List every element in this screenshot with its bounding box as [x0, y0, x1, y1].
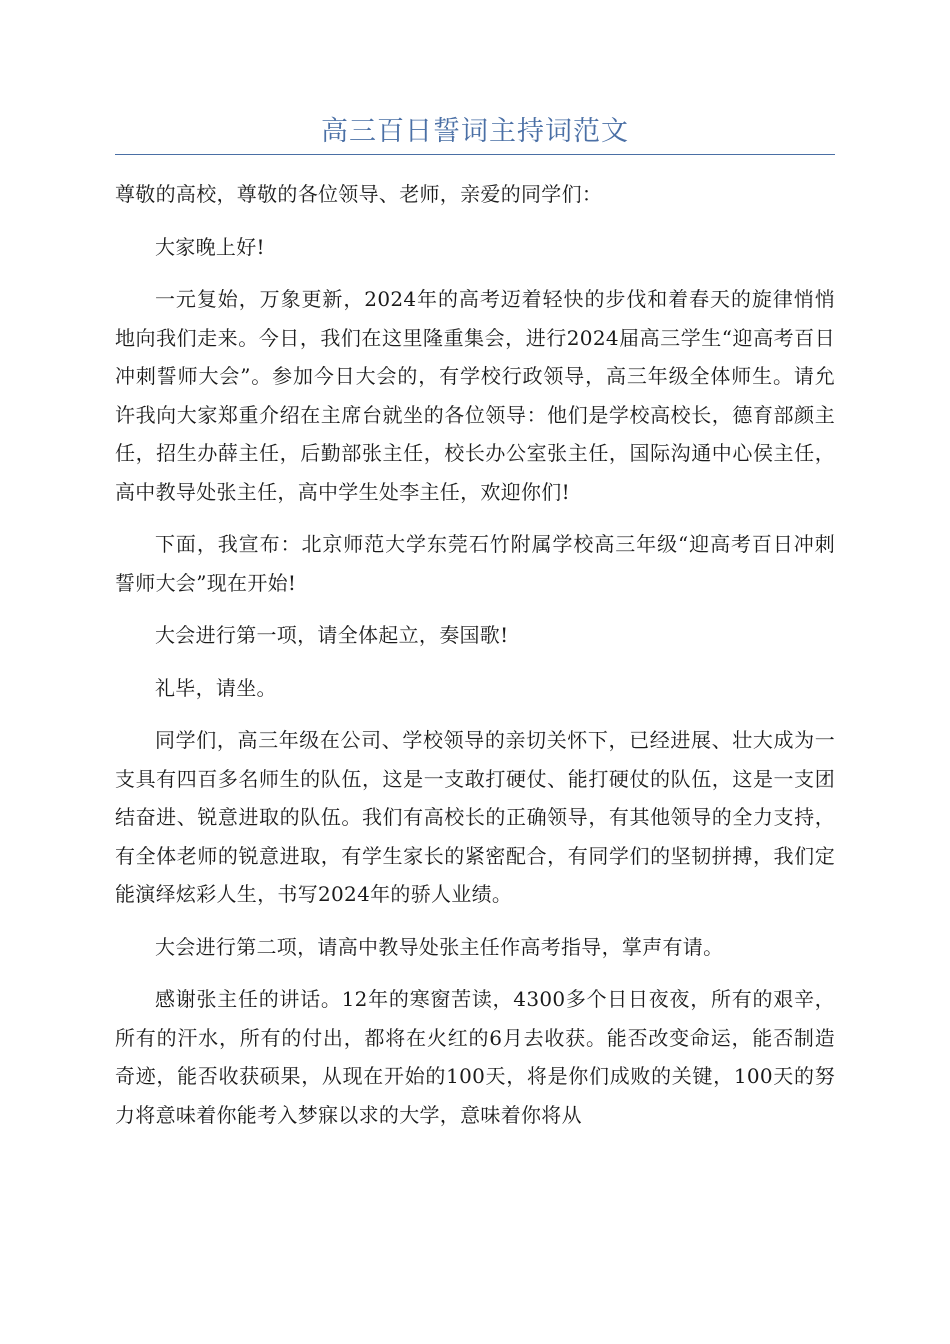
agenda-item-2-paragraph: 大会进行第二项，请高中教导处张主任作高考指导，掌声有请。 [155, 934, 724, 959]
title-underline [115, 154, 835, 155]
thanks-paragraph: 感谢张主任的讲话。12年的寒窗苦读，4300多个日日夜夜，所有的艰辛，所有的汗水，所有的付出，都将在火红的6月去收获。能否改变命运，能否制造奇迹，能否收获硕果，从现在开始的100天，将是你们成败的关键，100天的努力将意味着你能考入梦寐以求的大学，意味着你将从 [115, 987, 835, 1127]
greeting-paragraph: 大家晚上好! [155, 234, 265, 259]
team-paragraph: 同学们，高三年级在公司、学校领导的亲切关怀下，已经进展、壮大成为一支具有四百多名师生的队伍，这是一支敢打硬仗、能打硬仗的队伍，这是一支团结奋进、锐意进取的队伍。我们有高校长的正确领导，有其他领导的全力支持，有全体老师的锐意进取，有学生家长的紧密配合，有同学们的坚韧拼搏，我们定能演绎炫彩人生，书写2024年的骄人业绩。 [115, 728, 835, 906]
document-title: 高三百日誓词主持词范文 [321, 116, 629, 147]
announcement-paragraph: 下面，我宣布：北京师范大学东莞石竹附属学校高三年级“迎高考百日冲刺誓师大会”现在开始! [115, 532, 835, 595]
be-seated-paragraph: 礼毕，请坐。 [155, 675, 277, 700]
opening-paragraph: 一元复始，万象更新，2024年的高考迈着轻快的步伐和着春天的旋律悄悄地向我们走来。今日，我们在这里隆重集会，进行2024届高三学生“迎高考百日冲刺誓师大会”。参加今日大会的，有学校行政领导，高三年级全体师生。请允许我向大家郑重介绍在主席台就坐的各位领导：他们是学校高校长，德育部颜主任，招生办薛主任，后勤部张主任，校长办公室张主任，国际沟通中心侯主任，高中教导处张主任，高中学生处李主任，欢迎你们! [115, 287, 835, 504]
document-body [115, 175, 835, 1148]
salutation-paragraph: 尊敬的高校，尊敬的各位领导、老师，亲爱的同学们： [115, 182, 603, 206]
agenda-item-1-paragraph: 大会进行第一项，请全体起立，奏国歌! [155, 623, 509, 647]
